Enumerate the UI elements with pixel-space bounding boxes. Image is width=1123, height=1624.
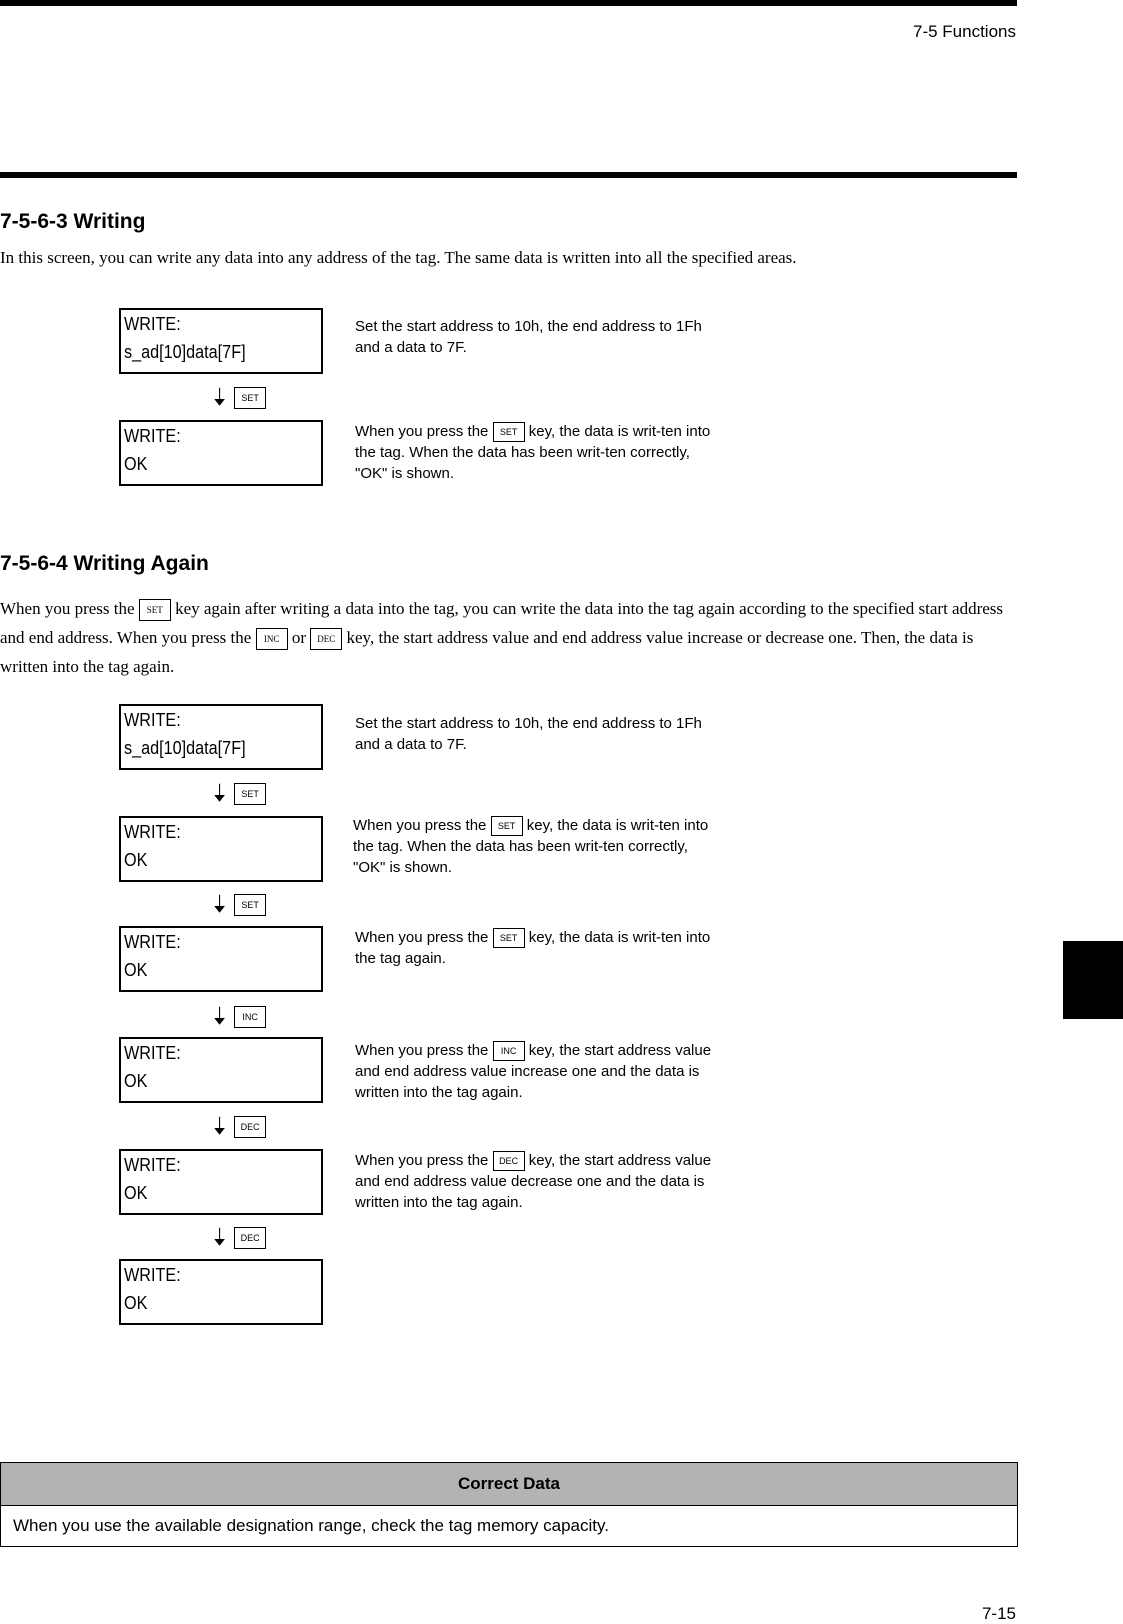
header-rule <box>0 172 1017 178</box>
writing-again-paragraph: When you press the SET key again after writing a data into the tag, you can write the data into the tag again according to the specified start address and end address. When you press the INC or DEC key, the start address value and end address value increase or decrease one. Then, the data is written into the tag again. <box>0 599 1004 676</box>
lcd-screen: WRITE: OK <box>119 926 323 992</box>
step-inc <box>213 1005 266 1029</box>
description: When you press the INC key, the start address value and end address value increase one and the data is written into the tag again. <box>355 1042 712 1102</box>
dec-key: DEC <box>234 1227 266 1249</box>
note-title: Correct Data <box>1 1463 1018 1506</box>
dec-key: DEC <box>493 1151 525 1171</box>
set-key: SET <box>234 783 266 805</box>
step-dec <box>213 1226 266 1250</box>
down-arrow-icon: 🠣 <box>213 1224 227 1251</box>
lcd-screen: WRITE: s_ad[10]data[7F] <box>119 308 323 374</box>
description: When you press the SET key, the data is writ-ten into the tag. When the data has been writ-ten correctly, "OK" is shown. <box>353 817 709 877</box>
lcd-screen: WRITE: OK <box>119 420 323 486</box>
chapter-tab <box>1063 941 1123 1019</box>
down-arrow-icon: 🠣 <box>213 780 227 807</box>
set-key: SET <box>234 894 266 916</box>
set-key: SET <box>493 422 525 442</box>
set-key: SET <box>493 928 525 948</box>
note-table <box>0 1462 1018 1547</box>
down-arrow-icon: 🠣 <box>213 384 227 411</box>
description: Set the start address to 10h, the end address to 1Fh and a data to 7F. <box>355 715 702 753</box>
inc-key: INC <box>493 1041 525 1061</box>
writing-paragraph: In this screen, you can write any data into any address of the tag. The same data is written into all the specified areas. <box>0 248 797 267</box>
set-key: SET <box>234 387 266 409</box>
lcd-screen: WRITE: s_ad[10]data[7F] <box>119 704 323 770</box>
inc-key: INC <box>256 628 288 650</box>
dec-key: DEC <box>234 1116 266 1138</box>
down-arrow-icon: 🠣 <box>213 1113 227 1140</box>
step-set <box>213 386 266 410</box>
note-body: When you use the available designation range, check the tag memory capacity. <box>1 1506 1018 1547</box>
page-number: 7-15 <box>981 1604 1016 1623</box>
step-set <box>213 893 266 917</box>
inc-key: INC <box>234 1006 266 1028</box>
down-arrow-icon: 🠣 <box>213 1003 227 1030</box>
description: Set the start address to 10h, the end address to 1Fh and a data to 7F. <box>355 318 702 356</box>
heading-writing: 7-5-6-3 Writing <box>0 210 146 233</box>
lcd-screen: WRITE: OK <box>119 1149 323 1215</box>
description: When you press the SET key, the data is writ-ten into the tag. When the data has been writ-ten correctly, "OK" is shown. <box>355 423 711 483</box>
section-header: 7-5 Functions <box>913 22 1016 41</box>
set-key: SET <box>139 599 171 621</box>
lcd-screen: WRITE: OK <box>119 816 323 882</box>
down-arrow-icon: 🠣 <box>213 891 227 918</box>
description: When you press the DEC key, the start address value and end address value decrease one and the data is written into the tag again. <box>355 1152 712 1212</box>
step-set <box>213 782 266 806</box>
step-dec <box>213 1115 266 1139</box>
top-rule <box>0 0 1017 6</box>
lcd-screen: WRITE: OK <box>119 1037 323 1103</box>
dec-key: DEC <box>310 628 342 650</box>
set-key: SET <box>491 816 523 836</box>
heading-writing-again: 7-5-6-4 Writing Again <box>0 552 209 575</box>
lcd-screen: WRITE: OK <box>119 1259 323 1325</box>
description: When you press the SET key, the data is writ-ten into the tag again. <box>355 929 711 968</box>
